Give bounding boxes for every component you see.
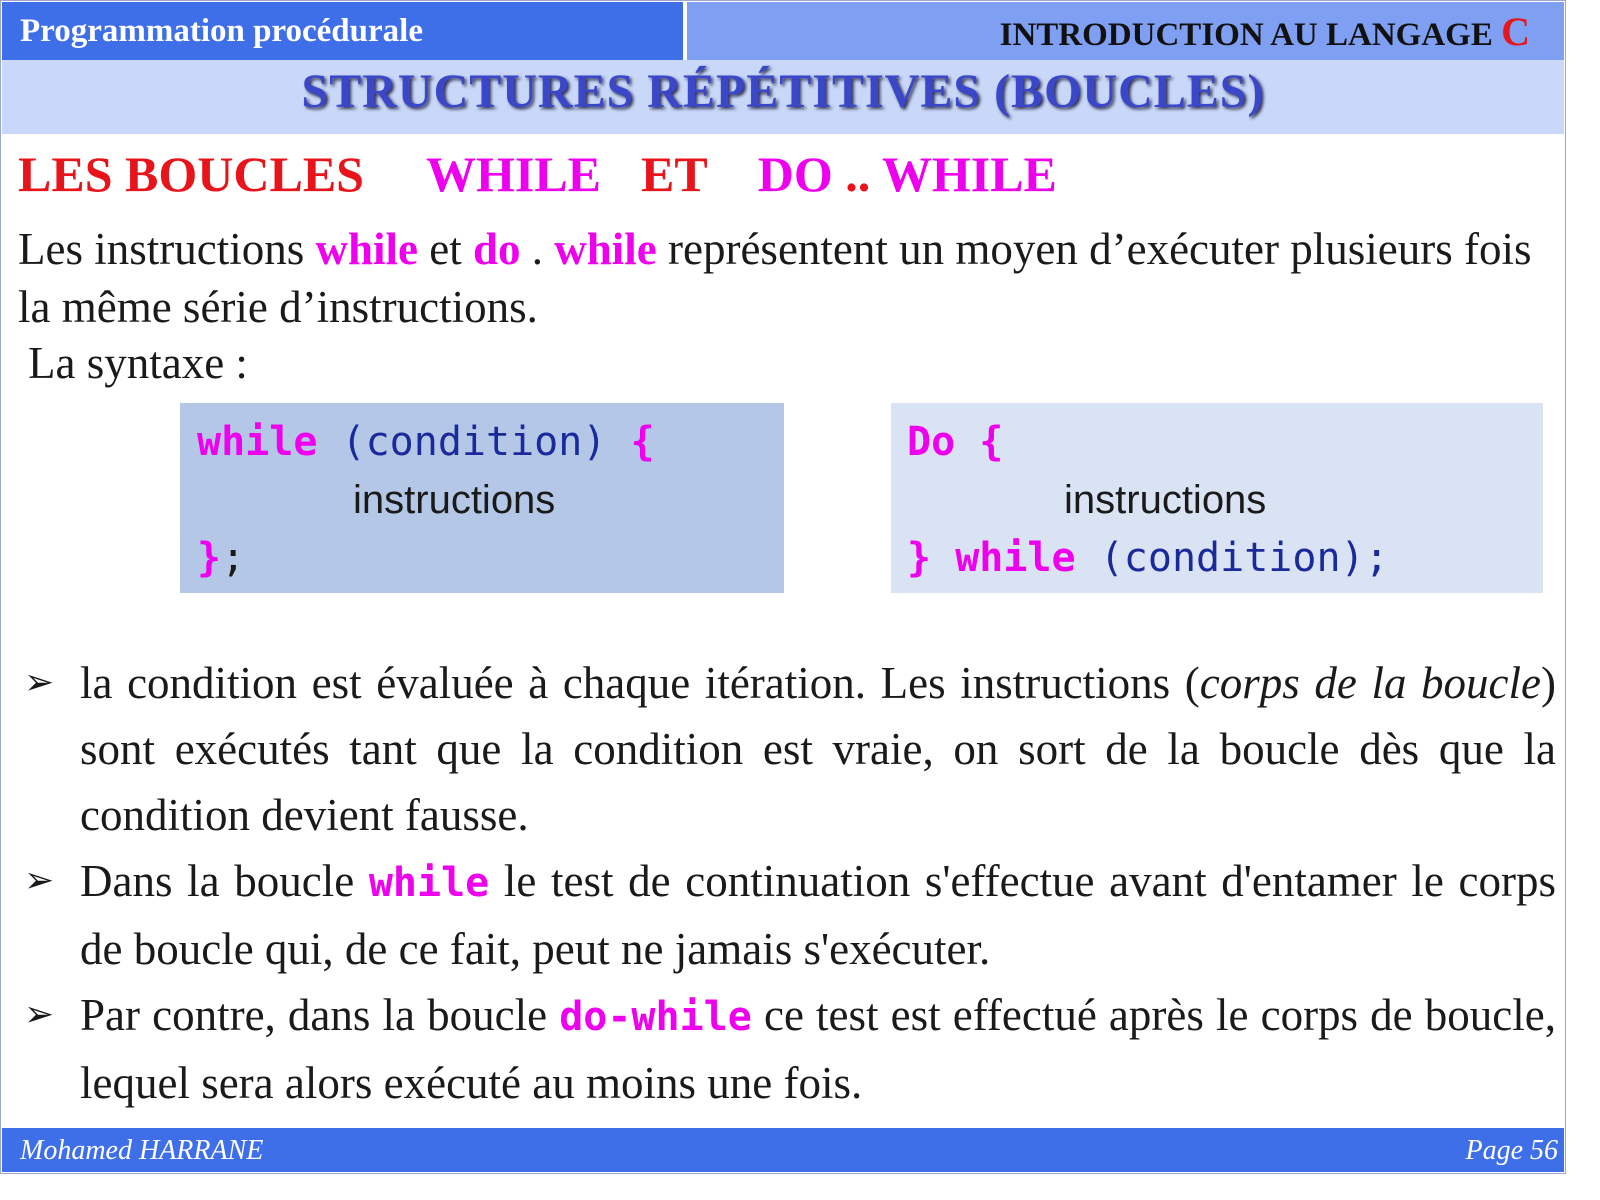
keyword-do: do (472, 224, 521, 274)
code-line-2: instructions (353, 478, 556, 522)
page-number: Page 56 (1465, 1135, 1558, 1166)
syntax-label: La syntaxe : (28, 338, 248, 388)
intro-paragraph: Les instructions while et do . while représentent un moyen d’exécuter plusieurs fois la même série d’instructions. (18, 224, 1532, 332)
arrowhead-bullet-icon: ➢ (24, 860, 55, 901)
bullet-item: ➢ la condition est évaluée à chaque itération. Les instructions (corps de la boucle) sont exécutés tant que la condition est vraie, on sort de la boucle dès que la condition devient fausse. (24, 650, 1556, 848)
bullet-list (24, 650, 1556, 1116)
heading-part-5: .. (845, 146, 871, 202)
code-line-3: }; (197, 535, 246, 581)
heading-part-1: LES BOUCLES (18, 146, 364, 202)
title-band (2, 60, 1564, 134)
chapter-title (687, 2, 1564, 60)
section-heading (18, 146, 1057, 202)
code-line-1: Do { (907, 419, 1004, 465)
chapter-letter: C (1501, 9, 1530, 54)
heading-part-3: ET (641, 146, 708, 202)
heading-part-4: DO (757, 146, 833, 202)
footer-bar (2, 1128, 1564, 1172)
bullet-item: ➢ Par contre, dans la boucle do-while ce test est effectué après le corps de boucle, lequel sera alors exécuté au moins une fois. (24, 982, 1556, 1116)
arrowhead-bullet-icon: ➢ (24, 994, 55, 1035)
code-line-1: while (condition) { (197, 419, 655, 465)
heading-part-2: WHILE (425, 146, 602, 202)
do-while-syntax-box (891, 403, 1543, 593)
code-line-3: } while (condition); (907, 535, 1389, 581)
bullet-item: ➢ Dans la boucle while le test de continuation s'effectue avant d'entamer le corps de boucle qui, de ce fait, peut ne jamais s'exécuter. (24, 848, 1556, 982)
chapter-prefix: INTRODUCTION AU LANGAGE (999, 17, 1493, 53)
while-syntax-box (180, 403, 784, 593)
heading-part-6: WHILE (881, 146, 1057, 202)
author-name: Mohamed HARRANE (20, 1135, 264, 1166)
keyword-while: while (554, 224, 657, 274)
arrowhead-bullet-icon: ➢ (24, 662, 55, 703)
keyword-while: while (315, 224, 418, 274)
code-line-2: instructions (1064, 478, 1267, 522)
slide-title: STRUCTURES RÉPÉTITIVES (BOUCLES) (301, 65, 1265, 118)
course-title: Programmation procédurale (2, 2, 683, 60)
